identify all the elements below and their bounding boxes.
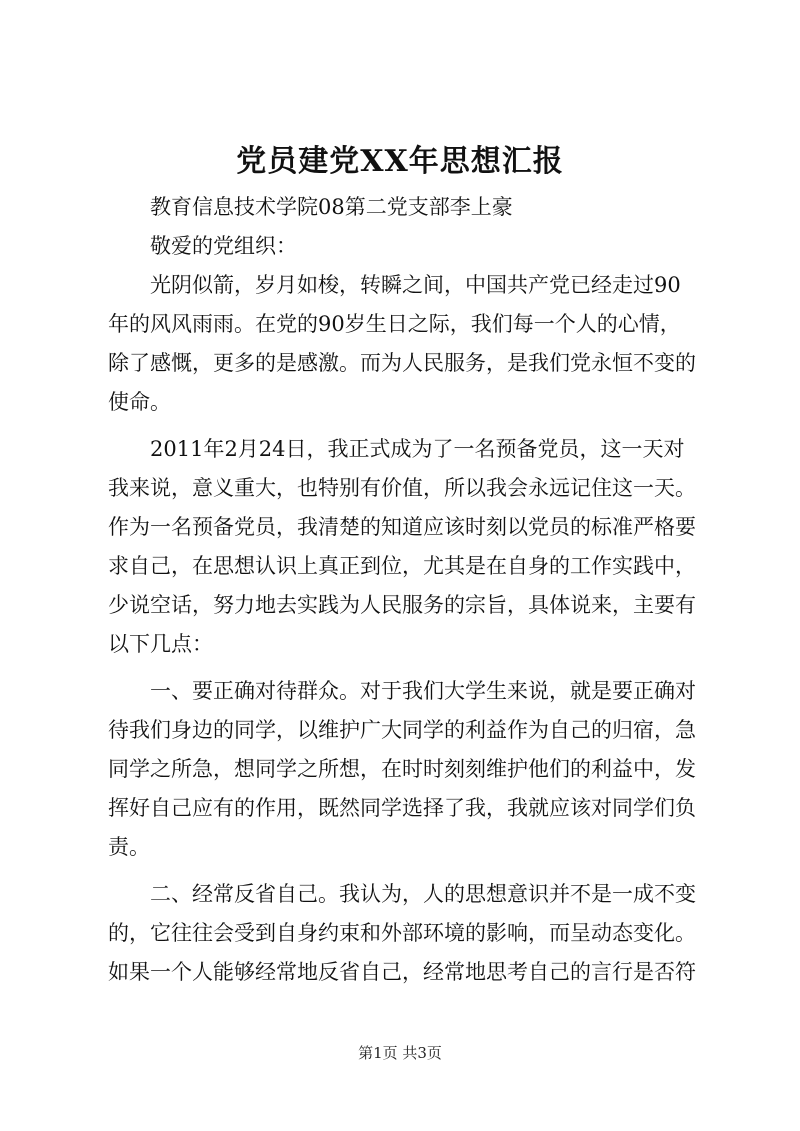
paragraph-line: 的，它往往会受到自身约束和外部环境的影响，而呈动态变化。 [108,921,696,945]
paragraph-gap [108,664,708,672]
page-footer: 第1页 共3页 [358,1044,442,1062]
paragraph-line: 一、要正确对待群众。对于我们大学生来说，就是要正确对 [150,679,696,703]
paragraph-line: 同学之所急，想同学之所想，在时时刻刻维护他们的利益中，发 [108,757,696,781]
paragraph-line: 少说空话，努力地去实践为人民服务的宗旨，具体说来，主要有 [108,593,696,617]
paragraph-line: 求自己，在思想认识上真正到位，尤其是在自身的工作实践中， [108,554,696,578]
paragraph-line: 责。 [108,835,150,859]
author-line: 教育信息技术学院08第二党支部李上豪 [150,195,513,219]
paragraph [108,672,708,867]
document-body [108,188,708,992]
paragraph-line: 我来说，意义重大，也特别有价值，所以我会永远记住这一天。 [108,476,696,500]
paragraph-line: 挥好自己应有的作用，既然同学选择了我，我就应该对同学们负 [108,796,696,820]
paragraph-line: 年的风风雨雨。在党的90岁生日之际，我们每一个人的心情， [108,312,681,336]
paragraph-line: 使命。 [108,390,171,414]
paragraph-gap [108,867,708,875]
salutation: 敬爱的党组织： [150,234,297,258]
paragraph-line: 除了感慨，更多的是感激。而为人民服务，是我们党永恒不变的 [108,351,696,375]
paragraph [108,430,708,664]
paragraph-gap [108,422,708,430]
paragraph [108,266,708,422]
document-title: 党员建党XX年思想汇报 [236,144,564,179]
paragraph-line: 如果一个人能够经常地反省自己，经常地思考自己的言行是否符 [108,960,696,984]
paragraph [108,875,708,992]
paragraph-line: 待我们身边的同学，以维护广大同学的利益作为自己的归宿，急 [108,718,696,742]
paragraph-line: 2011年2月24日，我正式成为了一名预备党员，这一天对 [150,437,685,461]
paragraph-line: 光阴似箭，岁月如梭，转瞬之间，中国共产党已经走过90 [150,273,681,297]
paragraph-line: 二、经常反省自己。我认为，人的思想意识并不是一成不变 [150,882,696,906]
paragraph-line: 以下几点： [108,632,213,656]
paragraph-line: 作为一名预备党员，我清楚的知道应该时刻以党员的标准严格要 [108,515,696,539]
